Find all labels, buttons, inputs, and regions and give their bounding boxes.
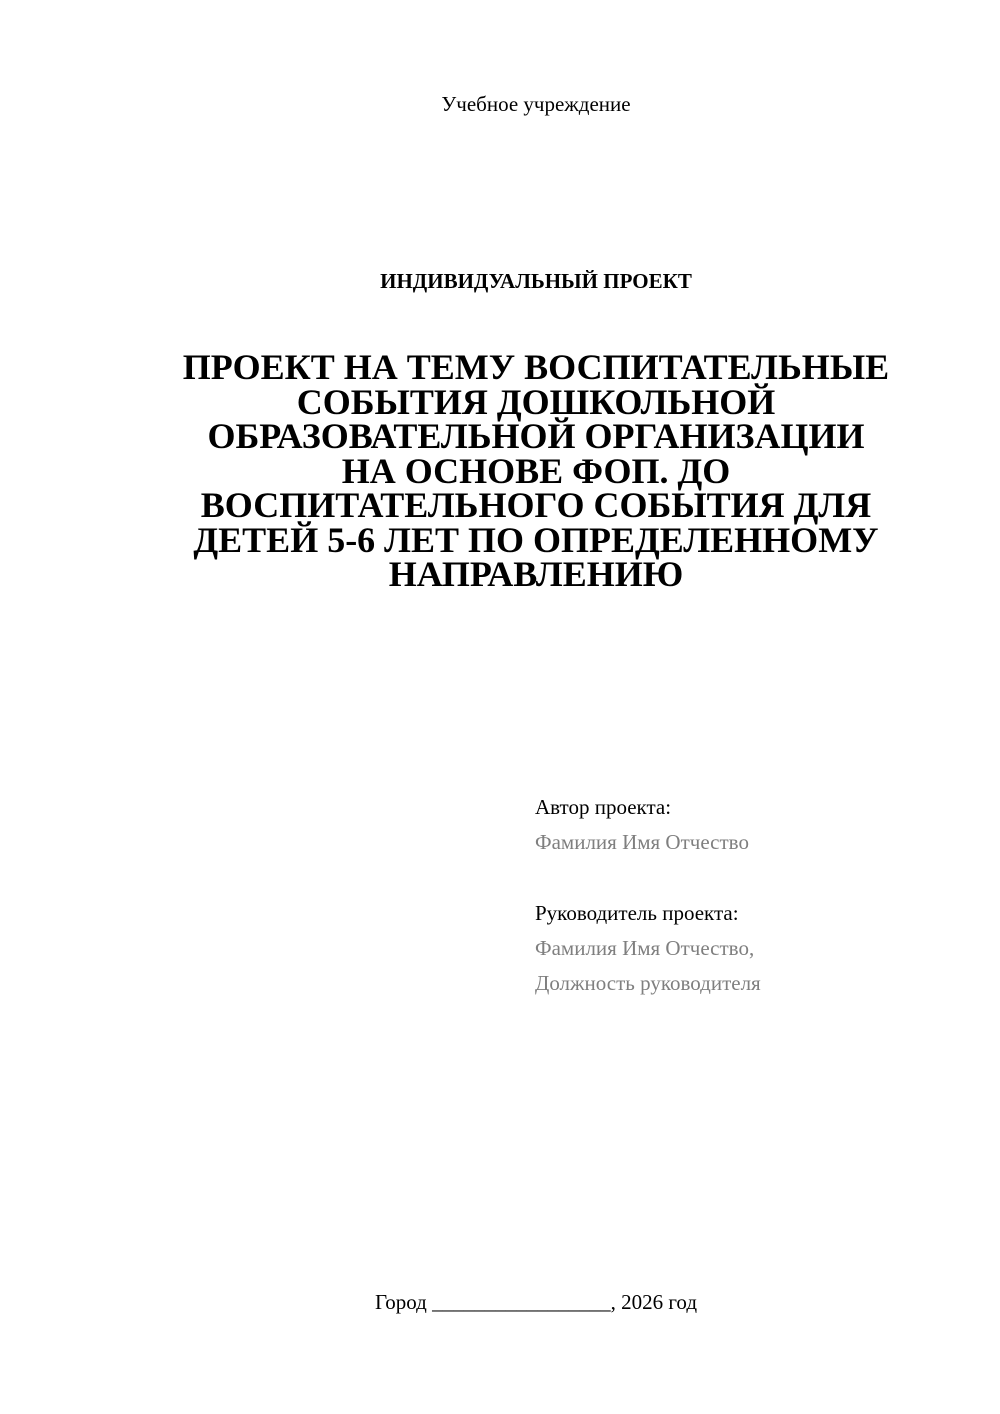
supervisor-name: Фамилия Имя Отчество, — [535, 936, 755, 960]
document-title — [150, 347, 922, 594]
document-type: ИНДИВИДУАЛЬНЫЙ ПРОЕКТ — [380, 269, 692, 293]
title-line: ПРОЕКТ НА ТЕМУ ВОСПИТАТЕЛЬНЫЕ — [182, 347, 890, 387]
project-credits — [535, 790, 975, 1001]
author-name: Фамилия Имя Отчество — [535, 830, 749, 854]
title-line: СОБЫТИЯ ДОШКОЛЬНОЙ — [296, 381, 776, 422]
city-year-line: Город _________________, 2026 год — [374, 1290, 698, 1314]
supervisor-label: Руководитель проекта: — [535, 901, 739, 925]
title-line: ВОСПИТАТЕЛЬНОГО СОБЫТИЯ ДЛЯ — [200, 485, 872, 525]
institution-name: Учебное учреждение — [441, 92, 631, 116]
author-label: Автор проекта: — [535, 795, 672, 819]
supervisor-position: Должность руководителя — [535, 971, 761, 995]
title-line: НА ОСНОВЕ ФОП. ДО — [341, 450, 731, 491]
title-line: НАПРАВЛЕНИЮ — [388, 554, 684, 594]
title-line: ДЕТЕЙ 5-6 ЛЕТ ПО ОПРЕДЕЛЕННОМУ — [193, 519, 879, 560]
title-line: ОБРАЗОВАТЕЛЬНОЙ ОРГАНИЗАЦИИ — [207, 416, 865, 456]
